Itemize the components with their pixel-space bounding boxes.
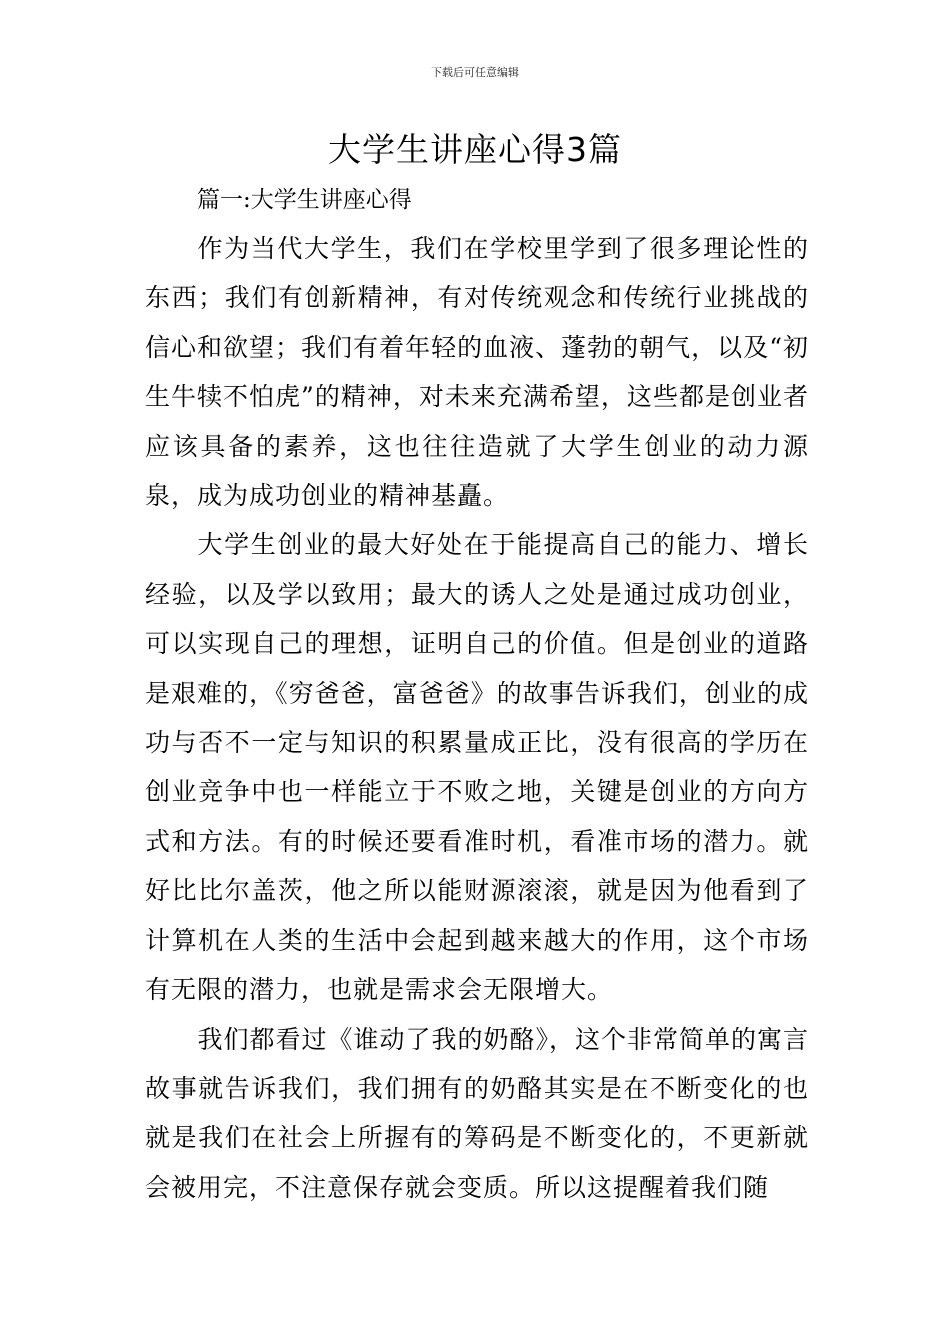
header-note: 下载后可任意编辑 [431,66,519,79]
paragraph: 大学生创业的最大好处在于能提高自己的能力、增长经验，以及学以致用；最大的诱人之处是通过成功创业，可以实现自己的理想，证明自己的价值。但是创业的道路是艰难的，《穷爸爸，富爸爸》的故事告诉我们，创业的成功与否不一定与知识的积累量成正比，没有很高的学历在创业竞争中也一样能立于不败之地，关键是创业的方向方式和方法。有的时候还要看准时机，看准市场的潜力。就好比比尔盖茨，他之所以能财源滚滚，就是因为他看到了计算机在人类的生活中会起到越来越大的作用，这个市场有无限的潜力，也就是需求会无限增大。 [145,530,809,1005]
paragraph: 作为当代大学生，我们在学校里学到了很多理论性的东西；我们有创新精神，有对传统观念和传统行业挑战的信心和欲望；我们有着年轻的血液、蓬勃的朝气，以及“初生牛犊不怕虎”的精神，对未来充满希望，这些都是创业者应该具备的素养，这也往往造就了大学生创业的动力源泉，成为成功创业的精神基矗。 [145,234,809,511]
section-heading: 篇一:大学生讲座心得 [197,187,412,213]
document-title: 大学生讲座心得3篇 [328,130,622,169]
paragraph: 我们都看过《谁动了我的奶酪》，这个非常简单的寓言故事就告诉我们，我们拥有的奶酪其实是在不断变化的也就是我们在社会上所握有的筹码是不断变化的，不更新就会被用完，不注意保存就会变质。所以这提醒着我们随 [145,1024,810,1202]
document-body [145,224,809,1212]
